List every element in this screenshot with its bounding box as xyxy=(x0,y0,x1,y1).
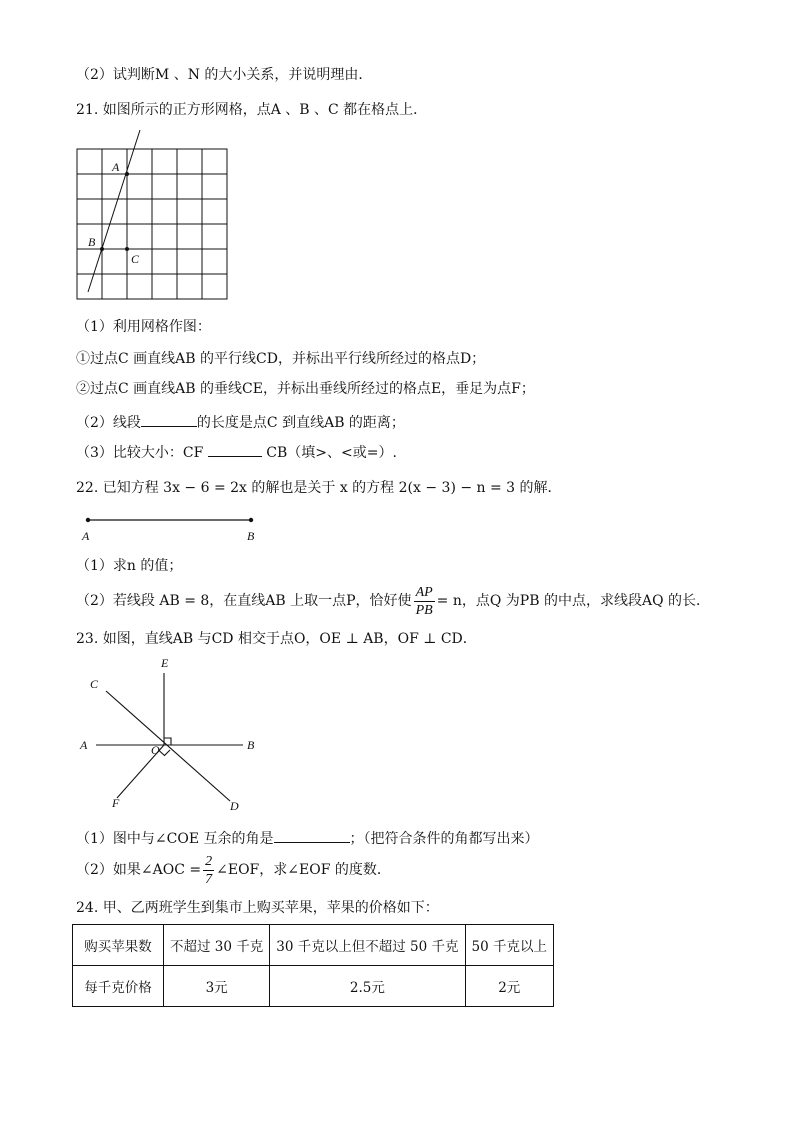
point-b xyxy=(100,247,104,251)
q21-grid-figure xyxy=(60,124,240,304)
table-cell: 30 千克以上但不超过 50 千克 xyxy=(270,925,465,966)
answer-blank xyxy=(208,442,262,457)
label-b: B xyxy=(247,738,255,752)
q24-stem: 24. 甲、乙两班学生到集市上购买苹果，苹果的价格如下： xyxy=(76,900,439,916)
label-b: B xyxy=(247,529,255,543)
q22-part2 xyxy=(76,582,710,620)
point-a xyxy=(125,172,129,176)
table-cell: 购买苹果数 xyxy=(73,925,164,966)
q21-part2 xyxy=(76,412,405,432)
q22-part2-pre: （2）若线段 AB = 8，在直线AB 上取一点P，恰好使 xyxy=(76,593,412,609)
q21-step1: ①过点C 画直线AB 的平行线CD，并标出平行线所经过的格点D； xyxy=(76,351,486,367)
table-header-row xyxy=(73,925,554,966)
fraction-denominator: 7 xyxy=(205,871,213,887)
fraction-ap-pb xyxy=(414,584,435,619)
label-f: F xyxy=(112,796,120,810)
q22-stem: 22. 已知方程 3x − 6 = 2x 的解也是关于 x 的方程 2(x − 3) − n = 3 的解． xyxy=(76,480,562,496)
label-c: C xyxy=(131,252,140,266)
table-cell: 不超过 30 千克 xyxy=(164,925,270,966)
table-cell: 3元 xyxy=(164,966,270,1007)
label-a: A xyxy=(80,738,88,752)
answer-blank xyxy=(274,828,350,843)
fraction-numerator: AP xyxy=(415,584,433,600)
label-e: E xyxy=(161,656,169,670)
q23-stem: 23. 如图，直线AB 与CD 相交于点O，OE ⊥ AB，OF ⊥ CD． xyxy=(76,631,477,647)
point-a xyxy=(86,518,90,522)
fraction-numerator: 2 xyxy=(205,853,213,869)
q23-part1 xyxy=(76,828,539,848)
table-cell: 2.5元 xyxy=(270,966,465,1007)
right-angle-mark-of xyxy=(159,750,170,756)
label-o: O xyxy=(151,743,160,757)
q21-step2: ②过点C 画直线AB 的垂线CE，并标出垂线所经过的格点E，垂足为点F； xyxy=(76,381,535,397)
table-cell: 2元 xyxy=(465,966,553,1007)
q23-angle-figure xyxy=(70,655,270,815)
label-b: B xyxy=(88,235,96,249)
label-a: A xyxy=(112,160,120,174)
table-cell: 每千克价格 xyxy=(73,966,164,1007)
q23-part2-post: ∠EOF，求∠EOF 的度数． xyxy=(216,862,391,878)
label-c: C xyxy=(90,677,99,691)
q20-part2: （2）试判断M 、N 的大小关系，并说明理由． xyxy=(76,67,373,83)
q21-part3-post: CB（填>、<或=）. xyxy=(266,445,397,461)
q22-part1: （1）求n 的值； xyxy=(76,558,183,574)
fraction-denominator: PB xyxy=(415,602,433,618)
answer-blank xyxy=(141,412,197,427)
fraction-2-7 xyxy=(203,853,214,888)
point-c xyxy=(125,247,129,251)
q21-part3 xyxy=(76,442,397,462)
q23-part2-pre: （2）如果∠AOC = xyxy=(76,862,202,878)
table-cell: 50 千克以上 xyxy=(465,925,553,966)
point-b xyxy=(249,518,253,522)
q21-stem: 21. 如图所示的正方形网格，点A 、B 、C 都在格点上． xyxy=(76,102,428,118)
q21-part1: （1）利用网格作图： xyxy=(76,319,211,335)
q23-part2 xyxy=(76,851,391,889)
label-d: D xyxy=(230,799,239,813)
q23-part1-pre: （1）图中与∠COE 互余的角是 xyxy=(76,831,274,847)
q21-part3-pre: （3）比较大小：CF xyxy=(76,445,204,461)
q23-part1-post: ；（把符合条件的角都写出来） xyxy=(349,831,539,847)
q21-part2-post: 的长度是点C 到直线AB 的距离； xyxy=(196,415,405,431)
q21-part2-pre: （2）线段 xyxy=(76,415,141,431)
table-row xyxy=(73,966,554,1007)
q22-part2-post: = n，点Q 为PB 的中点，求线段AQ 的长． xyxy=(436,593,710,609)
line-ab xyxy=(88,130,140,292)
q22-segment-figure xyxy=(76,510,276,546)
label-a: A xyxy=(82,529,90,543)
line-cd xyxy=(106,691,230,801)
price-table xyxy=(72,924,554,1007)
